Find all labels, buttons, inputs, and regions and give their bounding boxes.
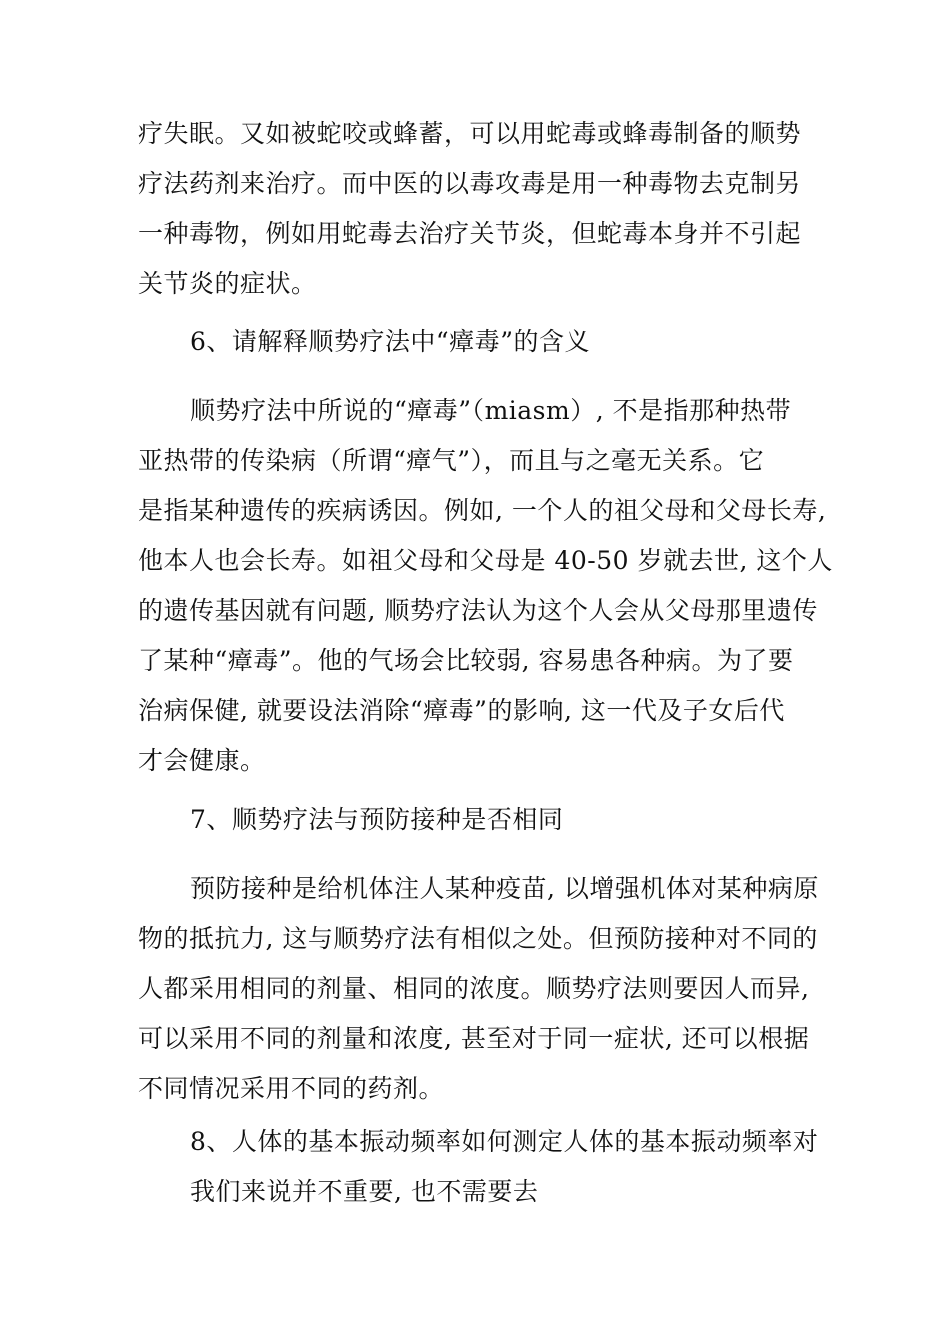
paragraph-line: 是指某种遗传的疾病诱因。例如, 一个人的祖父母和父母长寿, — [138, 496, 827, 525]
paragraph-line: 的遗传基因就有问题, 顺势疗法认为这个人会从父母那里遗传 — [138, 596, 818, 625]
paragraph-line: 治病保健, 就要设法消除“瘴毒”的影响, 这一代及子女后代 — [138, 696, 785, 725]
paragraph-line: 才会健康。 — [138, 746, 266, 775]
paragraph-line: 人都采用相同的剂量、相同的浓度。顺势疗法则要因人而异, — [138, 974, 810, 1003]
paragraph-line: 关节炎的症状。 — [138, 269, 317, 298]
section-heading-7: 7、顺势疗法与预防接种是否相同 — [190, 805, 564, 834]
paragraph-line: 了某种“瘴毒”。他的气场会比较弱, 容易患各种病。为了要 — [138, 646, 794, 675]
paragraph-line: 疗失眠。又如被蛇咬或蜂蓄，可以用蛇毒或蜂毒制备的顺势 — [138, 119, 802, 148]
paragraph-line: 预防接种是给机体注人某种疫苗, 以增强机体对某种病原 — [190, 874, 819, 903]
section-heading-6: 6、请解释顺势疗法中“瘴毒”的含义 — [190, 327, 590, 356]
paragraph-line: 疗法药剂来治疗。而中医的以毒攻毒是用一种毒物去克制另 — [138, 169, 802, 198]
paragraph-line: 可以采用不同的剂量和浓度, 甚至对于同一症状, 还可以根据 — [138, 1024, 810, 1053]
paragraph-line: 亚热带的传染病（所谓“瘴气”），而且与之毫无关系。它 — [138, 446, 765, 475]
paragraph-line: 我们来说并不重要, 也不需要去 — [190, 1177, 539, 1206]
paragraph-line: 不同情况采用不同的药剂。 — [138, 1074, 445, 1103]
section-heading-8: 8、人体的基本振动频率如何测定人体的基本振动频率对 — [190, 1127, 819, 1156]
paragraph-line: 顺势疗法中所说的“瘴毒”（miasm）, 不是指那种热带 — [190, 396, 792, 425]
paragraph-line: 一种毒物，例如用蛇毒去治疗关节炎，但蛇毒本身并不引起 — [138, 219, 802, 248]
paragraph-line: 物的抵抗力, 这与顺势疗法有相似之处。但预防接种对不同的 — [138, 924, 818, 953]
paragraph-line: 他本人也会长寿。如祖父母和父母是 40-50 岁就去世, 这个人 — [138, 546, 833, 575]
